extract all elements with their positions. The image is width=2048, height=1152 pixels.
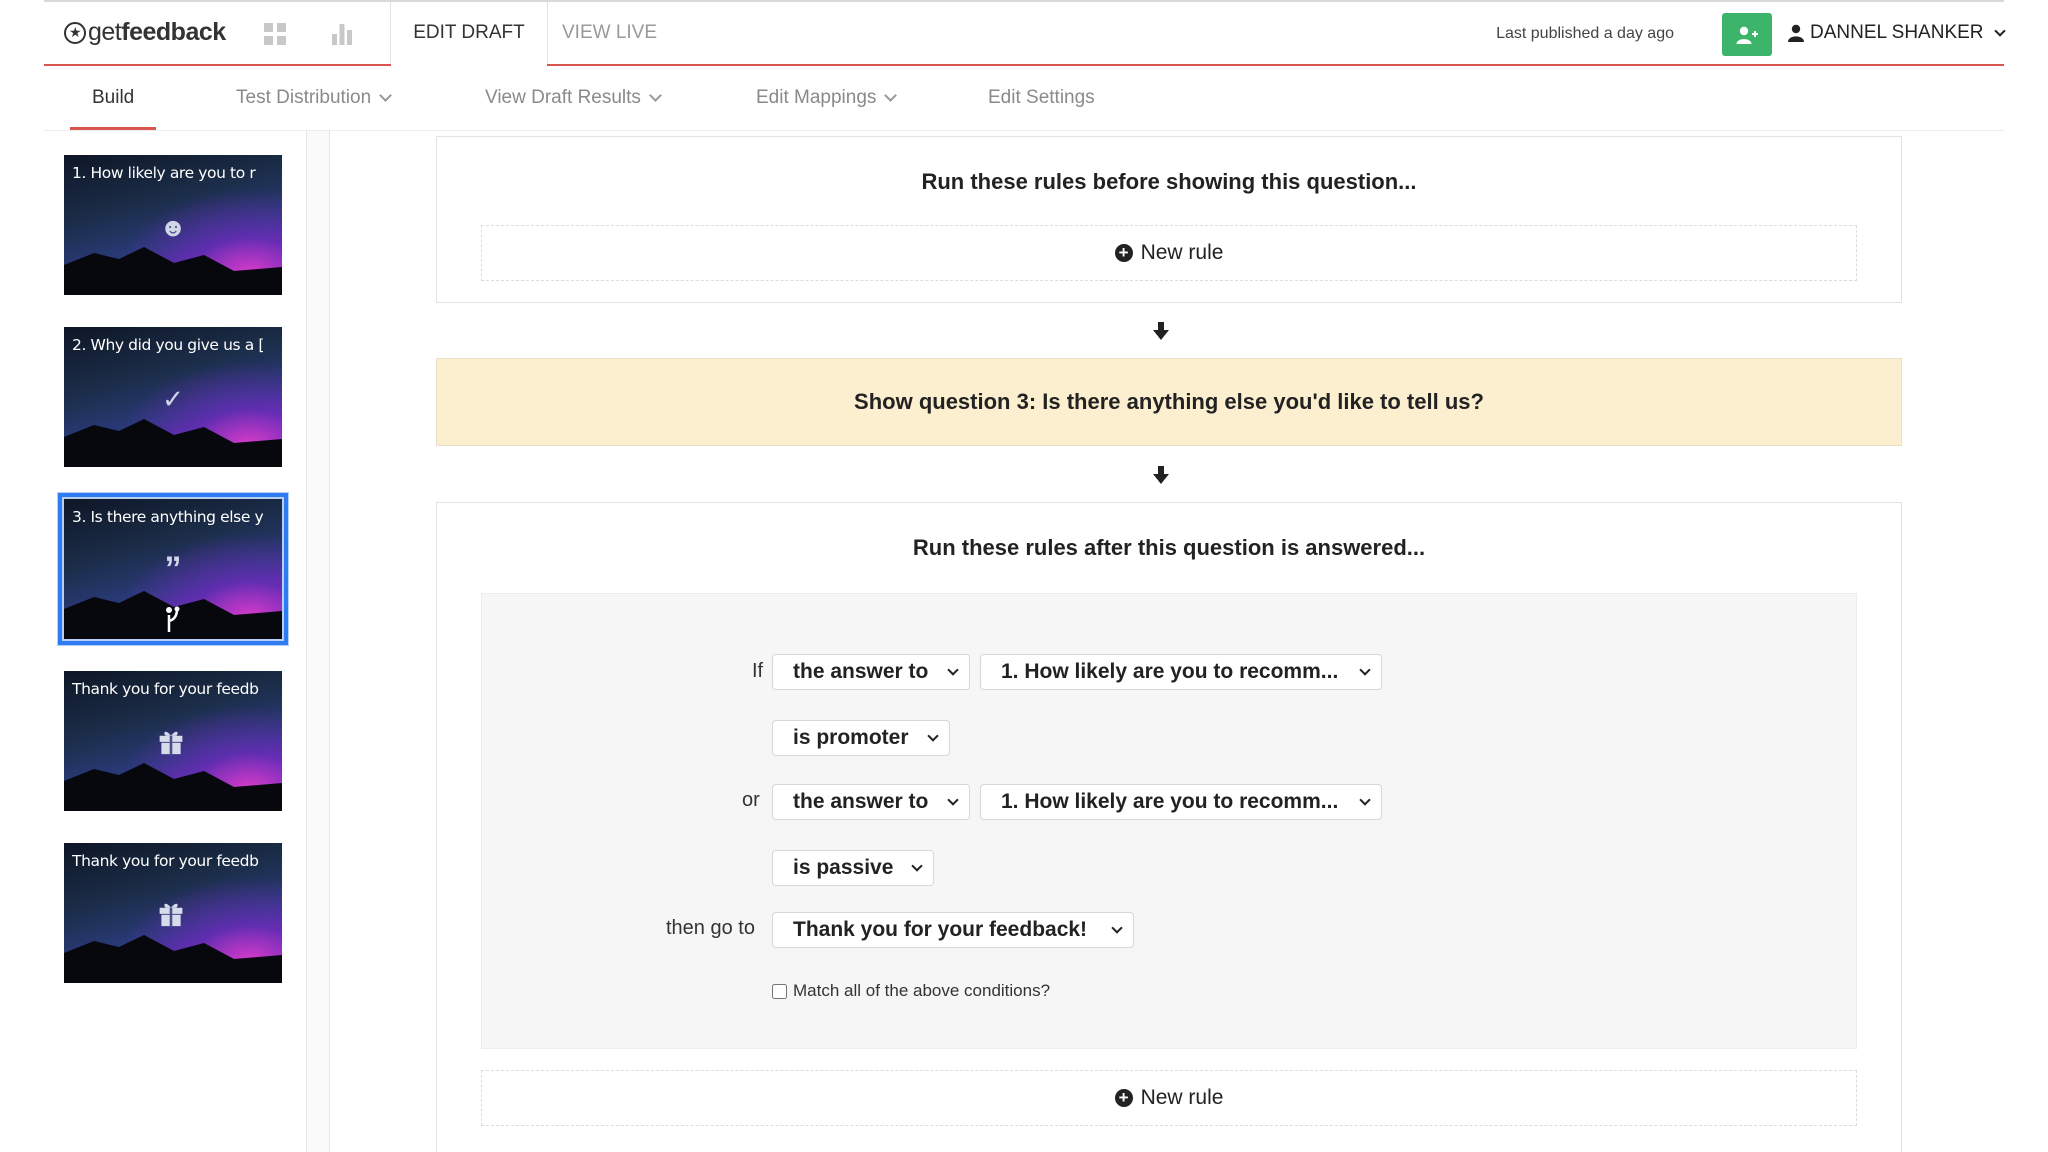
then-go-to-label: then go to	[666, 917, 755, 939]
condition-question-value: 1. How likely are you to recomm...	[1001, 790, 1339, 813]
logo-bold: feedback	[121, 18, 226, 46]
mountain-silhouette	[64, 225, 282, 295]
chevron-down-icon	[1359, 794, 1370, 805]
question-thumb-label: 1. How likely are you to r	[72, 164, 256, 182]
match-all-toggle[interactable]	[772, 981, 1050, 1001]
subtab-view-draft-results[interactable]	[485, 66, 660, 130]
sidebar-divider	[307, 131, 330, 1152]
chevron-down-icon	[1111, 922, 1122, 933]
condition-question-select[interactable]	[980, 654, 1382, 690]
rule-editor	[481, 593, 1857, 1049]
if-label: If	[752, 660, 764, 682]
subtab-build-label: Build	[92, 87, 135, 108]
condition-value-select[interactable]	[772, 850, 934, 886]
quote-icon: ”	[164, 549, 182, 588]
tab-view-live-label: VIEW LIVE	[562, 22, 658, 43]
mountain-silhouette	[64, 913, 282, 983]
tab-view-live[interactable]	[562, 2, 657, 64]
condition-value: is passive	[793, 856, 894, 879]
subtab-test-distribution-label: Test Distribution	[236, 87, 372, 108]
tab-edit-draft-label: EDIT DRAFT	[413, 22, 525, 43]
chevron-down-icon	[1359, 664, 1370, 675]
tab-edit-draft[interactable]	[390, 2, 548, 64]
question-thumb-label: 2. Why did you give us a [	[72, 336, 264, 354]
subtab-edit-mappings-label: Edit Mappings	[756, 87, 877, 108]
condition-value-select[interactable]	[772, 720, 950, 756]
question-thumb[interactable]	[64, 327, 282, 467]
condition-subject-select[interactable]	[772, 654, 970, 690]
branch-logic-icon[interactable]	[163, 605, 183, 633]
user-icon	[1788, 24, 1804, 42]
condition-subject-select[interactable]	[772, 784, 970, 820]
checkmark-icon: ✓	[162, 383, 184, 414]
question-thumb-label: Thank you for your feedb	[72, 852, 259, 870]
condition-question-value: 1. How likely are you to recomm...	[1001, 660, 1339, 683]
match-all-label: Match all of the above conditions?	[793, 981, 1051, 1000]
arrow-down-icon	[1153, 466, 1169, 484]
condition-question-select[interactable]	[980, 784, 1382, 820]
user-menu[interactable]	[1788, 22, 2004, 44]
new-rule-button[interactable]	[481, 1070, 1857, 1126]
app-frame	[44, 0, 2004, 1152]
plus-circle-icon: +	[1115, 1089, 1133, 1107]
last-published-status: Last published a day ago	[1496, 25, 1674, 42]
condition-subject-value: the answer to	[793, 660, 929, 683]
new-rule-button[interactable]	[481, 225, 1857, 281]
mountain-silhouette	[64, 397, 282, 467]
after-rules-title: Run these rules after this question is answered...	[912, 535, 1426, 560]
before-rules-title: Run these rules before showing this question...	[921, 169, 1417, 194]
subtab-view-draft-results-label: View Draft Results	[485, 87, 641, 108]
before-rules-card	[436, 136, 1902, 303]
subtab-build[interactable]	[92, 66, 134, 130]
subtab-edit-settings[interactable]	[988, 66, 1095, 130]
question-thumb[interactable]	[64, 155, 282, 295]
match-all-checkbox[interactable]	[772, 984, 787, 999]
subtab-test-distribution[interactable]	[236, 66, 390, 130]
chevron-down-icon	[649, 89, 662, 102]
after-rules-card	[436, 502, 1902, 1152]
or-label: or	[742, 789, 760, 811]
subtab-edit-mappings[interactable]	[756, 66, 895, 130]
question-thumb[interactable]	[64, 671, 282, 811]
plus-circle-icon: +	[1115, 244, 1133, 262]
top-nav	[44, 2, 2004, 66]
arrow-down-icon	[1153, 322, 1169, 340]
chevron-down-icon	[379, 89, 392, 102]
chevron-down-icon	[947, 794, 958, 805]
condition-subject-value: the answer to	[793, 790, 929, 813]
sub-nav	[44, 66, 2004, 131]
question-thumb-selected[interactable]	[64, 499, 282, 639]
condition-value: is promoter	[793, 726, 909, 749]
chevron-down-icon	[911, 860, 922, 871]
question-thumb-label: 3. Is there anything else y	[72, 508, 264, 526]
add-user-button[interactable]	[1722, 13, 1772, 56]
chevron-down-icon	[947, 664, 958, 675]
logo[interactable]	[64, 18, 226, 47]
question-sidebar	[44, 131, 307, 1152]
new-rule-label: New rule	[1140, 241, 1224, 264]
smiley-icon: ☻	[159, 211, 187, 242]
question-thumb-label: Thank you for your feedb	[72, 680, 259, 698]
add-user-icon	[1736, 25, 1758, 45]
bar-chart-icon[interactable]	[330, 22, 354, 46]
chevron-down-icon	[927, 730, 938, 741]
destination-value: Thank you for your feedback!	[793, 918, 1088, 941]
subtab-edit-settings-label: Edit Settings	[988, 87, 1095, 108]
logo-prefix: get	[88, 18, 122, 46]
destination-select[interactable]	[772, 912, 1134, 948]
user-name: DANNEL SHANKER	[1810, 22, 1984, 43]
chevron-down-icon	[885, 89, 898, 102]
question-thumb[interactable]	[64, 843, 282, 983]
new-rule-label: New rule	[1140, 1086, 1224, 1109]
show-question-text: Show question 3: Is there anything else you'd like to tell us?	[854, 389, 1484, 414]
mountain-silhouette	[64, 741, 282, 811]
chevron-down-icon	[1994, 25, 2005, 36]
show-question-banner	[436, 358, 1902, 446]
dashboard-grid-icon[interactable]	[264, 23, 286, 45]
logo-star-icon: ★	[64, 22, 86, 44]
